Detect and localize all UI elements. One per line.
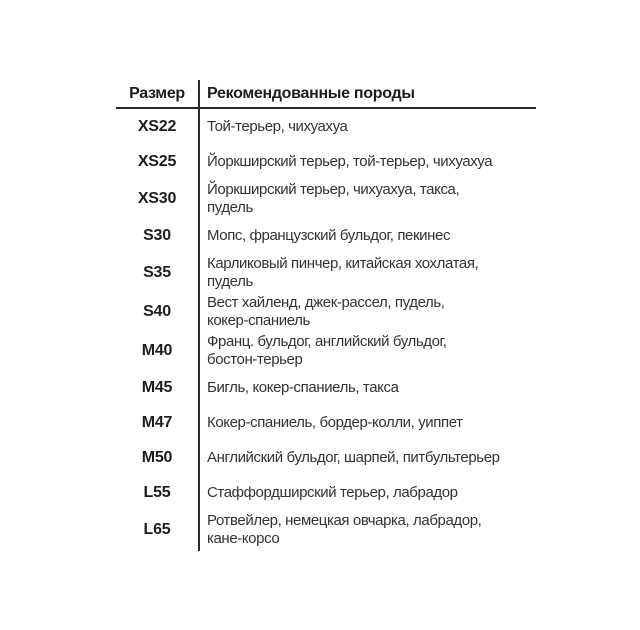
breeds-cell bbox=[198, 292, 536, 331]
table-row bbox=[116, 405, 536, 440]
size-code: M45 bbox=[141, 378, 173, 396]
column-divider-line bbox=[198, 80, 200, 551]
table-row bbox=[116, 218, 536, 253]
size-code: L65 bbox=[143, 520, 171, 538]
table-row bbox=[116, 144, 536, 179]
breed-text-line: Ротвейлер, немецкая овчарка, лабрадор, bbox=[207, 511, 482, 529]
size-code: M50 bbox=[141, 448, 173, 466]
breed-text-line: пудель bbox=[207, 272, 253, 290]
size-code: M40 bbox=[141, 341, 173, 359]
breed-text-line: бостон-терьер bbox=[207, 350, 303, 368]
breed-text-line: кокер-спаниель bbox=[207, 311, 310, 329]
breeds-cell bbox=[198, 510, 536, 549]
breed-text-line: Английский бульдог, шарпей, питбультерьер bbox=[207, 448, 500, 466]
size-code: L55 bbox=[143, 483, 171, 501]
breed-text-line: пудель bbox=[207, 198, 253, 216]
breeds-cell bbox=[198, 109, 536, 144]
size-code: S40 bbox=[143, 302, 171, 320]
table-row bbox=[116, 253, 536, 292]
column-header-size: Размер bbox=[129, 84, 185, 102]
breed-text-line: Мопс, французский бульдог, пекинес bbox=[207, 226, 451, 244]
breed-text-line: Франц. бульдог, английский бульдог, bbox=[207, 332, 447, 350]
breeds-cell bbox=[198, 144, 536, 179]
breeds-cell bbox=[198, 440, 536, 475]
size-code: S30 bbox=[143, 226, 171, 244]
breeds-cell bbox=[198, 179, 536, 218]
breed-text-line: Йоркширский терьер, чихуахуа, такса, bbox=[207, 180, 460, 198]
table-body bbox=[116, 109, 536, 549]
size-recommendation-table bbox=[116, 80, 536, 549]
size-code: S35 bbox=[143, 263, 171, 281]
breed-text-line: Той-терьер, чихуахуа bbox=[207, 117, 348, 135]
breeds-cell bbox=[198, 475, 536, 510]
breed-text-line: Кокер-спаниель, бордер-колли, уиппет bbox=[207, 413, 463, 431]
size-code: M47 bbox=[141, 413, 173, 431]
table-row bbox=[116, 370, 536, 405]
breed-text-line: Бигль, кокер-спаниель, такса bbox=[207, 378, 399, 396]
breeds-cell bbox=[198, 405, 536, 440]
table-row bbox=[116, 292, 536, 331]
breed-text-line: Вест хайленд, джек-рассел, пудель, bbox=[207, 293, 445, 311]
table-row bbox=[116, 109, 536, 144]
table-row bbox=[116, 475, 536, 510]
breeds-cell bbox=[198, 253, 536, 292]
breeds-cell bbox=[198, 370, 536, 405]
breed-text-line: кане-корсо bbox=[207, 529, 280, 547]
breed-text-line: Стаффордширский терьер, лабрадор bbox=[207, 483, 458, 501]
table-row bbox=[116, 440, 536, 475]
size-code: XS30 bbox=[137, 189, 177, 207]
breeds-cell bbox=[198, 331, 536, 370]
table-row bbox=[116, 179, 536, 218]
table-row bbox=[116, 510, 536, 549]
breed-text-line: Карликовый пинчер, китайская хохлатая, bbox=[207, 254, 479, 272]
table-row bbox=[116, 331, 536, 370]
column-header-breeds: Рекомендованные породы bbox=[207, 84, 415, 102]
breed-text-line: Йоркширский терьер, той-терьер, чихуахуа bbox=[207, 152, 493, 170]
table-header-row bbox=[116, 80, 536, 109]
size-code: XS25 bbox=[137, 152, 177, 170]
breeds-cell bbox=[198, 218, 536, 253]
size-code: XS22 bbox=[137, 117, 177, 135]
